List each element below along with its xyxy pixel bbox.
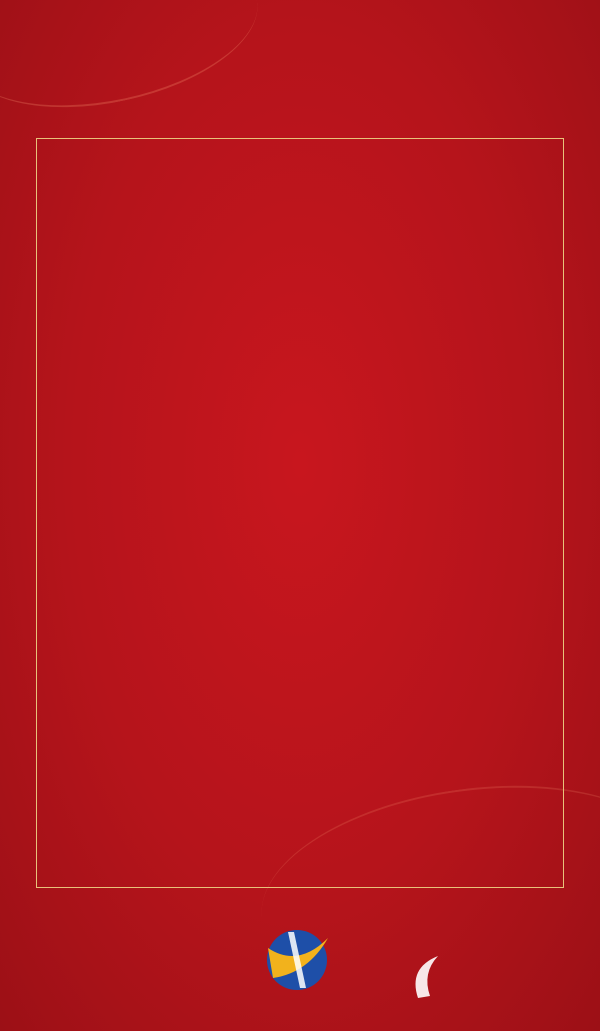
changsha-npc-media-logo [248,918,346,1016]
xingchen-online-logo-mark [408,948,588,1008]
list-frame [36,138,564,888]
